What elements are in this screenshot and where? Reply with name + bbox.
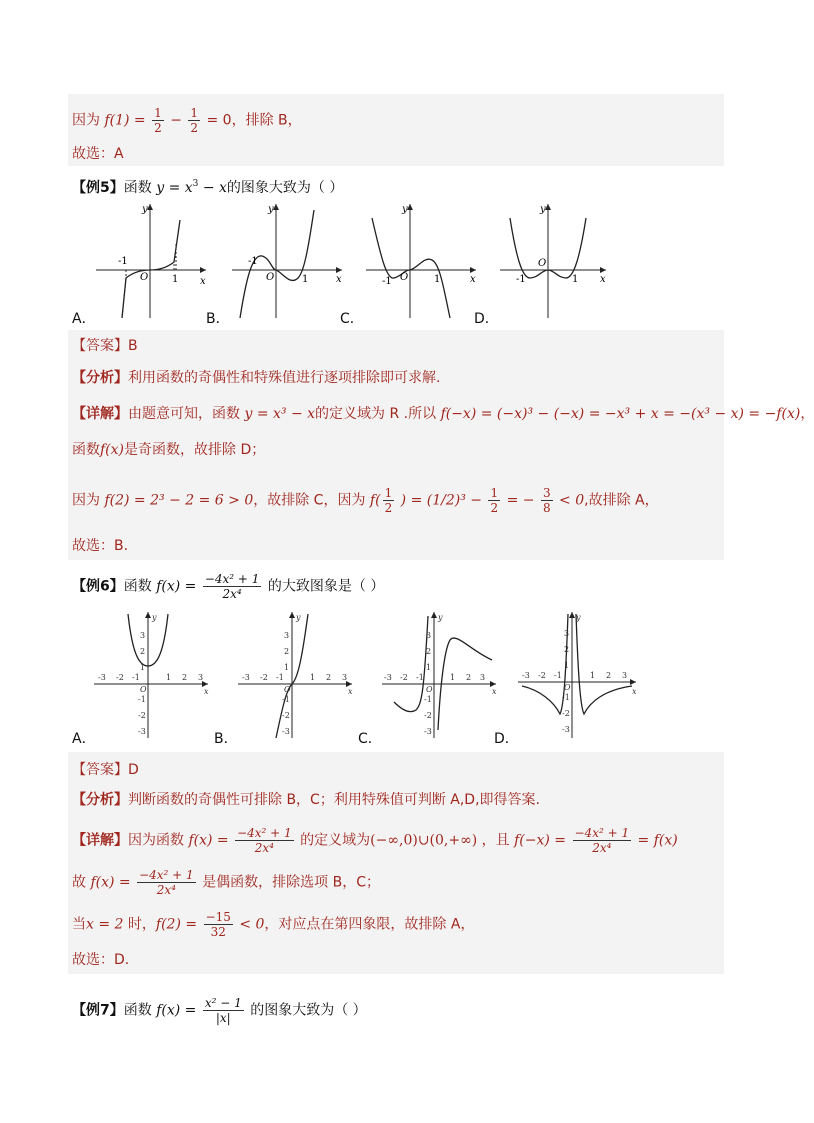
ex6-detail-line3: 当x = 2 时，f(2) = $\frac{-15}{32}$ < 0，对应点在第四象限，故排除 A，: [72, 910, 475, 939]
label-y: y: [142, 204, 148, 215]
svg-text:-3: -3: [242, 673, 250, 682]
svg-text:-3: -3: [138, 727, 146, 736]
svg-text:y: y: [296, 613, 301, 622]
svg-text:y: y: [268, 204, 274, 215]
svg-text:-1: -1: [248, 256, 258, 267]
svg-text:3: 3: [342, 673, 348, 682]
svg-text:O: O: [564, 683, 571, 692]
label-x: x: [200, 276, 206, 287]
label-o: O: [140, 272, 149, 283]
svg-text:-3: -3: [562, 725, 570, 734]
ex6-detail-line1: 【详解】因为函数 f(x) = $\frac{\text{−4x² + 1}}{\text{2x⁴}}$ 的定义域为(−∞,0)∪(0,+∞) ，且 f(−x) = $\frac{\text{−4x² + 1}}{\text{2x⁴}}$ = f(x): [72, 826, 678, 855]
svg-text:1: 1: [310, 673, 316, 682]
svg-text:-3: -3: [98, 673, 106, 682]
ex5-detail-line4: 故选：B.: [72, 538, 129, 554]
svg-text:2: 2: [326, 673, 332, 682]
svg-text:1: 1: [140, 663, 146, 672]
svg-text:x: x: [336, 274, 342, 285]
block1-line1: 因为 f(1) = $\frac{1}{2}$ − $\frac{1}{2}$ = 0，排除 B，: [72, 106, 302, 135]
svg-text:3: 3: [480, 673, 486, 682]
svg-text:-2: -2: [260, 673, 268, 682]
svg-text:-2: -2: [424, 711, 432, 720]
svg-text:x: x: [600, 274, 606, 285]
svg-text:x: x: [470, 274, 476, 285]
svg-text:O: O: [400, 272, 409, 283]
ex5-option-a: A．: [72, 311, 96, 327]
ex6-graph-b: [236, 610, 356, 740]
svg-text:-2: -2: [116, 673, 124, 682]
ex5-graph-a: [92, 200, 212, 320]
ex5-option-d: D．: [474, 311, 499, 327]
svg-text:y: y: [576, 613, 581, 622]
ex6-stem: 【例6】函数 f(x) = $\frac{\text{−4x² + 1}}{\text{2x⁴}}$ 的大致图象是（ ）: [72, 572, 385, 601]
svg-text:1: 1: [284, 663, 290, 672]
svg-text:O: O: [266, 272, 275, 283]
ex6-option-a: A．: [72, 731, 96, 747]
svg-text:1: 1: [166, 673, 172, 682]
svg-text:-2: -2: [562, 709, 570, 718]
svg-text:1: 1: [426, 663, 432, 672]
svg-text:-1: -1: [138, 695, 146, 704]
ex6-graph-a: [92, 610, 212, 740]
svg-text:O: O: [538, 258, 547, 269]
svg-text:1: 1: [450, 673, 456, 682]
ex6-option-c: C．: [358, 731, 382, 747]
ex6-option-b: B．: [214, 731, 238, 747]
ex6-detail-line4: 故选：D.: [72, 952, 130, 968]
svg-text:-2: -2: [400, 673, 408, 682]
label-neg1: -1: [118, 256, 128, 267]
block1-line2: 故选：A: [72, 146, 124, 162]
ex6-answer: 【答案】D: [72, 762, 139, 778]
ex5-graph-d: [496, 200, 616, 320]
ex6-graph-d: [516, 610, 640, 740]
svg-text:3: 3: [426, 631, 432, 640]
ex5-detail-line3: 因为 f(2) = 2³ − 2 = 6 > 0，故排除 C，因为 f( $\frac{1}{2}$ ) = (1/2)³ − $\frac{1}{2}$ = − $\frac{3}{8}$ < 0,故排除 A，: [72, 486, 659, 515]
svg-text:2: 2: [466, 673, 472, 682]
svg-text:-3: -3: [282, 727, 290, 736]
svg-text:-1: -1: [382, 276, 392, 287]
ex6-detail-line2: 故 f(x) = $\frac{\text{−4x² + 1}}{\text{2x⁴}}$ 是偶函数，排除选项 B，C；: [72, 868, 380, 897]
svg-text:2: 2: [606, 671, 612, 680]
ex6-analysis: 【分析】判断函数的奇偶性可排除 B，C；利用特殊值可判断 A,D,即得答案.: [72, 792, 540, 808]
ex5-graph-b: [228, 200, 348, 320]
svg-text:2: 2: [284, 647, 290, 656]
svg-text:3: 3: [140, 631, 146, 640]
svg-text:-1: -1: [282, 695, 290, 704]
svg-text:3: 3: [564, 629, 570, 638]
svg-text:x: x: [348, 687, 353, 696]
svg-text:-1: -1: [132, 673, 140, 682]
svg-text:y: y: [402, 204, 408, 215]
ex6-graph-c: [380, 610, 500, 740]
svg-text:3: 3: [284, 631, 290, 640]
svg-text:1: 1: [564, 661, 570, 670]
svg-text:1: 1: [590, 671, 596, 680]
ex5-detail-line1: 【详解】由题意可知，函数 y = x³ − x的定义域为 R .所以 f(−x) = (−x)³ − (−x) = −x³ + x = −(x³ − x) = −f(x)，: [72, 406, 814, 422]
ex5-detail-line2: 函数f(x)是奇函数，故排除 D；: [72, 442, 266, 458]
svg-text:y: y: [540, 204, 546, 215]
svg-text:2: 2: [140, 647, 146, 656]
svg-text:1: 1: [572, 274, 579, 285]
svg-text:-3: -3: [384, 673, 392, 682]
svg-text:2: 2: [564, 645, 570, 654]
svg-text:2: 2: [182, 673, 188, 682]
label-pos1: 1: [172, 274, 179, 285]
svg-text:x: x: [632, 687, 637, 696]
ex7-stem: 【例7】函数 f(x) = $\frac{\text{x² − 1}}{|x|}$ 的图象大致为（ ）: [72, 996, 367, 1025]
svg-text:-2: -2: [282, 711, 290, 720]
svg-text:1: 1: [302, 274, 309, 285]
svg-text:3: 3: [198, 673, 204, 682]
svg-text:2: 2: [426, 647, 432, 656]
answer6-band: [68, 752, 724, 974]
svg-text:-1: -1: [562, 693, 570, 702]
ex5-answer: 【答案】B: [72, 338, 138, 354]
ex5-stem: 【例5】函数 $y = x^3 - x$的图象大致为（ ）: [72, 179, 344, 196]
svg-text:y: y: [152, 613, 157, 622]
svg-text:-1: -1: [424, 695, 432, 704]
ex6-option-d: D．: [494, 731, 519, 747]
svg-text:y: y: [438, 613, 443, 622]
svg-text:-3: -3: [424, 727, 432, 736]
svg-text:O: O: [284, 685, 291, 694]
svg-text:x: x: [204, 687, 209, 696]
ex5-graph-c: [362, 200, 482, 320]
svg-text:O: O: [140, 685, 147, 694]
svg-text:-1: -1: [554, 671, 562, 680]
ex5-option-c: C．: [340, 311, 364, 327]
ex5-analysis: 【分析】利用函数的奇偶性和特殊值进行逐项排除即可求解.: [72, 370, 441, 386]
ex5-option-b: B．: [206, 311, 230, 327]
svg-text:1: 1: [434, 274, 441, 285]
svg-text:-1: -1: [516, 274, 526, 285]
svg-text:x: x: [492, 687, 497, 696]
svg-text:-1: -1: [416, 673, 424, 682]
svg-text:-3: -3: [522, 671, 530, 680]
svg-text:-2: -2: [538, 671, 546, 680]
svg-text:O: O: [426, 685, 433, 694]
svg-text:-2: -2: [138, 711, 146, 720]
svg-text:-1: -1: [276, 673, 284, 682]
svg-text:3: 3: [622, 671, 628, 680]
